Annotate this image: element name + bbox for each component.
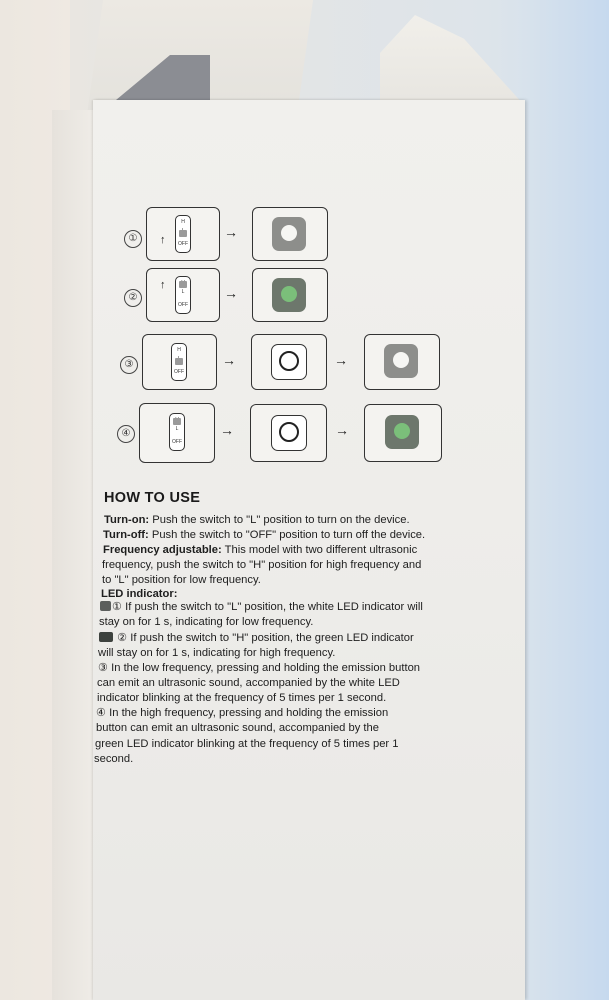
- white-led-button-icon: [272, 217, 306, 251]
- arrow-icon: →: [224, 285, 238, 301]
- step-number-3: ③: [120, 356, 138, 374]
- switch-panel-4: [139, 403, 215, 463]
- green-led-icon: [99, 632, 113, 642]
- switch-knob: [179, 230, 187, 237]
- up-arrow-icon: ↑: [160, 279, 166, 291]
- arrow-icon: →: [334, 352, 348, 368]
- led-indicator-label: LED indicator:: [101, 588, 178, 600]
- led-4-line-2: button can emit an ultrasonic sound, accompanied by the: [96, 722, 379, 734]
- switch-knob: [173, 418, 181, 425]
- step-number-4: ④: [117, 425, 135, 443]
- press-panel-3: [251, 334, 327, 390]
- led-3-line-2: can emit an ultrasonic sound, accompanied by the white LED: [97, 677, 400, 689]
- led-2-line-1: ② If push the switch to "H" position, the green LED indicator: [99, 631, 414, 647]
- arrow-icon: →: [224, 224, 238, 240]
- frequency-line-2: frequency, push the switch to "H" position for high frequency and: [102, 559, 422, 571]
- result-panel-3: [364, 334, 440, 390]
- slide-switch: H OFF: [175, 215, 191, 253]
- led-1-line-1: ① If push the switch to "L" position, the white LED indicator will: [100, 600, 423, 616]
- switch-knob: [175, 358, 183, 365]
- slide-switch: L OFF: [175, 276, 191, 314]
- background-right: [519, 0, 609, 1000]
- green-led-blink-icon: [385, 415, 419, 449]
- switch-panel-1: [146, 207, 220, 261]
- turn-on-line: Turn-on: Push the switch to "L" position to turn on the device.: [104, 514, 410, 526]
- slide-switch: L OFF: [169, 413, 185, 451]
- led-3-line-3: indicator blinking at the frequency of 5 times per 1 second.: [97, 692, 387, 704]
- step-number-1: ①: [124, 230, 142, 248]
- white-led-icon: [100, 601, 111, 611]
- arrow-icon: →: [220, 422, 234, 438]
- result-panel-1: [252, 207, 328, 261]
- how-to-use-heading: HOW TO USE: [104, 490, 201, 506]
- arrow-icon: →: [222, 352, 236, 368]
- white-led-blink-icon: [384, 344, 418, 378]
- arrow-icon: →: [335, 422, 349, 438]
- led-4-line-3: green LED indicator blinking at the frequency of 5 times per 1: [95, 738, 399, 750]
- step-number-2: ②: [124, 289, 142, 307]
- led-1-line-2: stay on for 1 s, indicating for low frequency.: [99, 616, 314, 628]
- frequency-line-3: to "L" position for low frequency.: [102, 574, 261, 586]
- box-flap-right: [380, 15, 520, 110]
- slide-switch: H OFF: [171, 343, 187, 381]
- led-4-line-4: second.: [94, 753, 134, 765]
- switch-panel-3: [142, 334, 217, 390]
- led-4-line-1: ④ In the high frequency, pressing and holding the emission: [96, 707, 389, 719]
- turn-off-line: Turn-off: Push the switch to "OFF" position to turn off the device.: [103, 529, 426, 541]
- led-2-line-2: will stay on for 1 s, indicating for high frequency.: [98, 647, 336, 659]
- switch-knob: [179, 281, 187, 288]
- frequency-line-1: Frequency adjustable: This model with two different ultrasonic: [103, 544, 418, 556]
- box-side: [52, 110, 94, 1000]
- press-panel-4: [250, 404, 327, 462]
- switch-panel-2: [146, 268, 220, 322]
- emission-button-icon: [271, 344, 307, 380]
- led-3-line-1: ③ In the low frequency, pressing and holding the emission button: [98, 662, 421, 674]
- up-arrow-icon: ↑: [160, 234, 166, 246]
- emission-button-icon: [271, 415, 307, 451]
- green-led-button-icon: [272, 278, 306, 312]
- result-panel-2: [252, 268, 328, 322]
- result-panel-4: [364, 404, 442, 462]
